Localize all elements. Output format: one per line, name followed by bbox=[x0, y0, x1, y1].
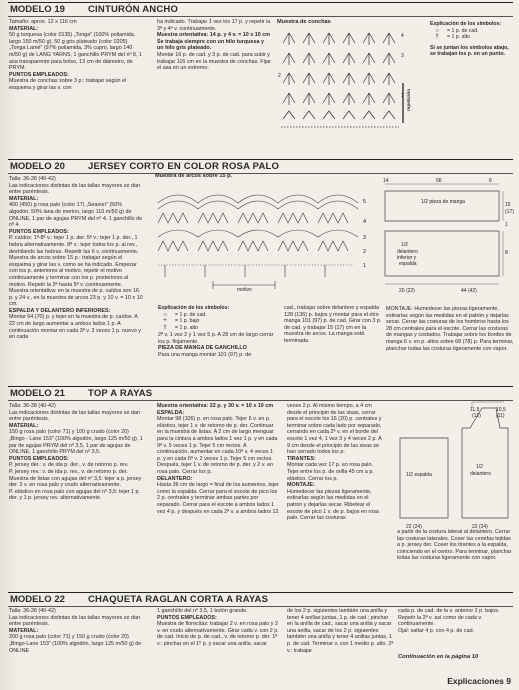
text: Las indicaciones distintas de las tallas mayores se dan entre paréntesis. bbox=[9, 614, 140, 628]
stitches-heading: PUNTOS EMPLEADOS: bbox=[9, 71, 69, 78]
section-heading: DELANTERO: bbox=[157, 475, 193, 482]
text: de los 2 p. siguientes también una anilla y tener 4 anillas juntas, 1 p. de cad.; pinchar en la anilla de cad., sacar una anilla y sacar una anilla, sacar de los 2 p. siguientes también una anilla y tener 4 anillas juntas, 1 p. de cad. Terminar v. con 1 medio p. alto. 2ª v.: trabajar bbox=[287, 608, 394, 654]
text: Montar cada vez 17 p. en rosa palo. Tejer entre los p. de orilla 45 cm a p. elástico. Cerrar los p. bbox=[287, 462, 374, 482]
size-line: Talla: 36-38 (40-42) bbox=[9, 403, 56, 409]
schematic-svg bbox=[392, 398, 514, 530]
m21-column-2 bbox=[157, 403, 279, 585]
arch-stitch-diagram bbox=[153, 173, 378, 303]
dim-label: (17) bbox=[505, 209, 514, 215]
piece-label: 1/2 bbox=[476, 464, 483, 470]
stitches-heading: PUNTOS EMPLEADOS: bbox=[9, 228, 69, 235]
stitches-heading: PUNTOS EMPLEADOS: bbox=[157, 614, 217, 621]
legend-title: Explicación de los símbolos: bbox=[158, 305, 230, 311]
dim-label: 1 bbox=[505, 222, 508, 228]
size-line: Talla: 36-38 (40-42) bbox=[9, 176, 56, 182]
material-heading: MATERIAL: bbox=[9, 422, 39, 429]
m20-column-4b bbox=[386, 306, 514, 376]
note-text: Se trabaja siempre con un hilo turquesa y un hilo gris plateado. bbox=[157, 38, 264, 52]
text: cad., trabajar sobre delantero y espalda 128 (136) p. bajos y montar para el otro manga 101 (97) p. de cad. Girar con 3 p. de cad. y trabajar 15 (17) cm en la muestra de arcos. La manga está terminada. bbox=[284, 305, 382, 344]
piece-label: 1/2 bbox=[401, 242, 408, 248]
section-heading: ESPALDA: bbox=[157, 409, 185, 416]
text: Ojal: saltar 4 p. con 4 p. de cad. bbox=[398, 627, 475, 634]
legend-row bbox=[158, 325, 248, 332]
svg-text:5: 5 bbox=[363, 199, 367, 205]
piece-label: 1/2 espalda bbox=[406, 472, 432, 478]
model-number: MODELO 20 bbox=[10, 161, 65, 172]
legend-text: = 1 p. bajo bbox=[175, 318, 200, 324]
svg-text:1: 1 bbox=[363, 263, 367, 269]
text: Hasta 36 cm de largo = final de los aumentos, tejer como la espalda. Cerrar para el escote de pico los 2 p. centrales y terminar ambas partes por separado. Cerrar para el escote a ambos lados 1 vez 4 p. y después en cada 2ª v. a ambos lados 12 bbox=[157, 482, 279, 515]
m21-column-3 bbox=[287, 403, 385, 585]
model-number: MODELO 19 bbox=[10, 4, 65, 15]
svg-text:3: 3 bbox=[401, 53, 404, 59]
dim-label: 15 bbox=[505, 202, 511, 208]
m20-column-3b bbox=[284, 305, 384, 363]
size-line: Tamaño: aprox. 12 x 116 cm bbox=[9, 19, 77, 25]
m20-legend bbox=[158, 305, 248, 331]
material-heading: MATERIAL: bbox=[9, 25, 39, 32]
text: P. jersey rev.: v. de ida p. rev., v. de retorno p. der. bbox=[9, 468, 128, 475]
dim-label: (12) bbox=[472, 413, 481, 419]
legend-text: = 1 p. alto bbox=[175, 324, 198, 331]
model-22-header bbox=[8, 592, 513, 607]
material-text: 150 g rosa palo (color 71) y 100 g crudo (color 20) „Bingo - Lane 153" (100% algodón, largo 125 m/50 g), 1 par de agujas PRYM del nº 3,5, 1 par de agujas de ONLINE, 1 ganchillo PRYM del nº 3,5. bbox=[9, 429, 143, 456]
dim-label: 10,5 bbox=[496, 407, 506, 413]
m19-legend bbox=[430, 21, 512, 58]
m21-column-1 bbox=[9, 403, 143, 585]
m22-column-3 bbox=[287, 608, 395, 678]
dim-label: 6 bbox=[489, 178, 492, 184]
model-19-header bbox=[8, 2, 513, 17]
material-heading: MATERIAL: bbox=[9, 627, 39, 634]
text: P. caídos: 1ª-8ª v.: tejer 1 p. der. 5ª v.: tejer 1 p. der., 1 hebra alternativamente. 8ª v.: tejer todos los p. al rev., deshilando las hebras. Repetir las 6 v. continuamente. bbox=[9, 235, 139, 255]
m20-column-2b bbox=[158, 332, 278, 362]
legend-text: = 1 p. alto bbox=[447, 34, 470, 40]
section-heading: MONTAJE: bbox=[287, 482, 315, 489]
dim-label: 56 bbox=[436, 178, 442, 184]
m20-column-1 bbox=[9, 176, 143, 372]
model-title: CINTURÓN ANCHO bbox=[88, 4, 179, 15]
section-heading: ESPALDA Y DELANTERO INFERIORES: bbox=[9, 307, 111, 314]
assembly-text: MONTAJE: Humedecer las piezas ligeramente, estirarlas según las medidas en el patrón y dejarlas secar. Cerrar las costuras de los hombros hasta los 28 cm centrales para el escote. Cerrar las costuras de mangas y costados. Trabajar sobre los bordes de manga 6 v. en p. altos sobre 68 (78) p. Para terminar, planchar todas las costuras ligeramente con vapor. bbox=[386, 306, 514, 352]
legend-text: = 1 p. de cad. bbox=[447, 27, 479, 34]
svg-text:4: 4 bbox=[363, 219, 367, 225]
single-crochet-icon: + bbox=[163, 318, 167, 324]
m22-column-4 bbox=[398, 608, 514, 648]
gauge-text: Muestra orientativa: 14 p. y 4 v. = 10 x 10 cm bbox=[157, 32, 271, 39]
chain-stitch-icon: ○ bbox=[435, 27, 439, 34]
dim-label: 22 (24) bbox=[472, 524, 488, 530]
text: Montar 98 (106) p. en rosa palo. Tejer 6 v. en p. elástico, tejer 1 v. de retorno de p. der. Continuar en la muestra de listas. A 2 cm de largo menguar para la cintura a ambos lados 1 vez 1 p. y en cada 9ª v. 5 veces 1 p. Tejer 5 cm rectos. A continuación, aumentar en cada 10ª v. 4 veces 1 p. y en cada 6ª v. 2 veces 1 p. Tejer 5 cm rectos. Después, tejer 1 v. de retorno de p. der. y 2 v. en rosa palo. Cerrar los p. bbox=[157, 416, 278, 475]
dim-label: (11) bbox=[496, 413, 505, 419]
model-title: CHAQUETA RAGLAN CORTA A RAYAS bbox=[88, 594, 269, 605]
material-heading: MATERIAL: bbox=[9, 195, 39, 202]
m19-column-1 bbox=[9, 19, 144, 143]
piece-label: delantero bbox=[397, 249, 418, 255]
text: Muestra orientativa: en la muestra de p. caídos son 16 p. y 24 v., en la muestra de arcos 23 p. y 10 v. = 10 x 10 cm. bbox=[9, 288, 143, 308]
diagram-label: Muestra de conchas bbox=[277, 19, 331, 25]
stitches-heading: PUNTOS EMPLEADOS: bbox=[9, 455, 69, 462]
text: Muestra de arcos sobre 15 p.: trabajar según el esquema y girar las v. como se ha indicado. Empezar con los p. anteriores al motivo, repetir el motivo continuamente y terminar con los p. posteriores al motivo. Repetir la 2ª hasta 5ª v. continuamente. bbox=[9, 255, 137, 288]
svg-text:3: 3 bbox=[363, 235, 367, 241]
model-title: TOP A RAYAS bbox=[88, 388, 153, 399]
dim-label: 22 (24) bbox=[406, 524, 422, 530]
treble-stitch-icon: † bbox=[435, 34, 439, 40]
text: Humedecer las piezas ligeramente, estirarlas según las medidas en el patrón y dejarlas secar. Ribetear el escote de pico 1 v. de p. bajos en rosa palo. Cerrar las costuras bbox=[287, 488, 379, 522]
svg-text:2: 2 bbox=[278, 73, 281, 79]
m22-column-2 bbox=[157, 608, 279, 678]
model-number: MODELO 22 bbox=[10, 594, 65, 605]
m19-column-2 bbox=[157, 19, 272, 143]
dim-label: 14 bbox=[383, 178, 389, 184]
svg-text:1: 1 bbox=[401, 93, 404, 99]
sweater-schematic bbox=[381, 176, 513, 296]
size-line: Talla: 36-38 (40-42) bbox=[9, 608, 56, 614]
dim-label: 8 bbox=[505, 250, 508, 256]
text: ha indicado. Trabajar 1 vez los 17 p. y repetir la 3ª y 4ª v. continuamente. bbox=[157, 19, 271, 32]
page-footer: Explicaciones 9 bbox=[447, 676, 511, 686]
m21-column-4 bbox=[397, 529, 514, 581]
dim-label: 44 (42) bbox=[461, 288, 477, 294]
model-number: MODELO 21 bbox=[10, 388, 65, 399]
material-text: 400 (450) g rosa palo (color 17) „Season" (50% algodón, 50% lana de merino, largo 110 m/50 g) de ONLINE, 1 par de agujas PRYM del nº 4, 1 ganchillo de nº 4. bbox=[9, 202, 143, 229]
material-text: 50 g turquesa (color 0135) „Tonga" (100% poliamida, largo 150 m/50 g), 50 g gris plateado (color 0205) „Tonga Lamé" (97% poliamida, 3% cupro, largo 140 m/50 g) de LANG YARNS, 1 ganchillo PRYM del nº 8, 1 asa transparente para bolso, 13 cm de diámetro, de PRYM. bbox=[9, 32, 142, 72]
shell-chart-svg bbox=[275, 19, 425, 139]
text: 1 ganchillo del nº 3,5, 1 botón grande. bbox=[157, 608, 248, 614]
text: veces 2 p. Al mismo tiempo, a 4 cm desde el principio de las sisas, cerrar para el escote los 16 (20) p. centrales y terminar sobre cada lado por separado, cerrando en cada 2ª v. en el borde del escote 1 vez 4, 1 vez 3 y 4 veces 2 p. A 9 cm desde el principio de las sisas se han cerrado todos los p. bbox=[287, 403, 382, 456]
text: P. jersey der.: v. de ida p. der., v. de retorno p. rev. bbox=[9, 462, 129, 469]
svg-text:4: 4 bbox=[401, 33, 404, 39]
material-text: 200 g rosa palo (color 71) y 150 g crudo (color 20) „Bingo-Lane 153" (100% algodón, largo 125 m/50 g) de ONLINE bbox=[9, 634, 142, 654]
treble-stitch-icon: † bbox=[163, 324, 167, 331]
piece-label: inferior y bbox=[397, 255, 417, 261]
continuation-note: Continuación en la página 10 bbox=[398, 654, 479, 660]
legend-row bbox=[430, 34, 512, 41]
model-20-header bbox=[8, 159, 513, 174]
text: P. elástico en rosa palo con agujas del nº 3,5: tejer 1 p. der. y 1 p. jersey rev. alternativamente. bbox=[9, 488, 141, 502]
section-heading: TIRANTES: bbox=[287, 455, 316, 462]
assembly-text: a partir de la costura lateral al delantero. Cerrar las costuras laterales. Coser las cenefas tejidas a p. jersey der. Coser los tirantes a la espalda, coinciendo en el centro. Para terminar, planchar todas las costuras ligeramente con vapor. bbox=[397, 529, 512, 562]
repeat-label: repetición bbox=[406, 89, 411, 111]
chain-stitch-icon: ○ bbox=[163, 311, 167, 318]
text: Muestra de listas con agujas del nº 3,5: tejer a p. jersey der. 2 v. en rosa palo y crudo alternativamente. bbox=[9, 475, 142, 489]
legend-title: Explicación de los símbolos: bbox=[430, 21, 502, 27]
piece-label: espalda bbox=[399, 261, 417, 267]
m22-column-1 bbox=[9, 608, 143, 678]
diagram-label: Muestra de arcos sobre 15 p. bbox=[155, 173, 233, 179]
section-heading: PIEZA DE MANGA DE GANCHILLO bbox=[158, 345, 247, 352]
svg-text:2: 2 bbox=[363, 249, 367, 255]
legend-text: = 1 p. de cad. bbox=[175, 311, 207, 318]
text: Las indicaciones distintas de las tallas mayores se dan entre paréntesis. bbox=[9, 182, 140, 196]
model-title: JERSEY CORTO EN COLOR ROSA PALO bbox=[88, 161, 280, 172]
text: Muestra de florecitas: trabajar 2 v. en rosa palo y 2 v. en crudo alternativamente. Girar cada v. con 2 p. de cad. Inicio de p. de cad., v. de retorno p. der. 1ª v.: pinchar en el 1º p. y sacar una anilla, sacar bbox=[157, 621, 279, 647]
dim-label: 20 (22) bbox=[399, 288, 415, 294]
text: Las indicaciones distintas de las tallas mayores se dan entre paréntesis. bbox=[9, 409, 140, 423]
piece-label: delantero bbox=[470, 471, 491, 477]
text: cada p. de cad. de la v. anterior 2 p. bajos. Repetir la 2ª v. así como de cada v. continuamente. bbox=[398, 608, 500, 628]
shell-stitch-diagram bbox=[275, 19, 425, 139]
text: Para una manga montar 101 (97) p. de bbox=[158, 351, 252, 358]
piece-label: 1/2 pieza de manga bbox=[421, 199, 465, 205]
text: Montar 16 p. de cad. y 3 p. de cad. para subir y trabajar 116 cm en la muestra de conchas. Fijar el asa en un extremo. bbox=[157, 51, 271, 72]
text: Montar 64 (70) p. y tejer en la muestra de p. caídos. A 22 cm de largo aumentar a ambos lados 1 p. A continuación montar en cada 3ª v. 3 veces 1 p. nuevo y en cada bbox=[9, 314, 141, 341]
top-schematic bbox=[392, 398, 514, 530]
text: 2ª v. 1 vez 2 y 1 vez 5 p. A 28 cm de largo cerrar los p. flojamente. bbox=[158, 332, 274, 345]
dim-label: 11,5 bbox=[470, 407, 480, 413]
motif-label: motivo bbox=[237, 287, 252, 293]
schematic-svg bbox=[381, 176, 513, 296]
arch-chart-svg bbox=[153, 173, 378, 303]
gauge-text: Muestra orientativa: 22 p. y 30 v. = 10 x 10 cm bbox=[157, 403, 274, 409]
legend-note: Si se juntan los símbolos abajo, se trabajan los p. en un punto. bbox=[430, 44, 509, 57]
stitch-text: Muestra de conchas sobre 3 p.: trabajar según el esquema y girar las v. con bbox=[9, 78, 127, 91]
